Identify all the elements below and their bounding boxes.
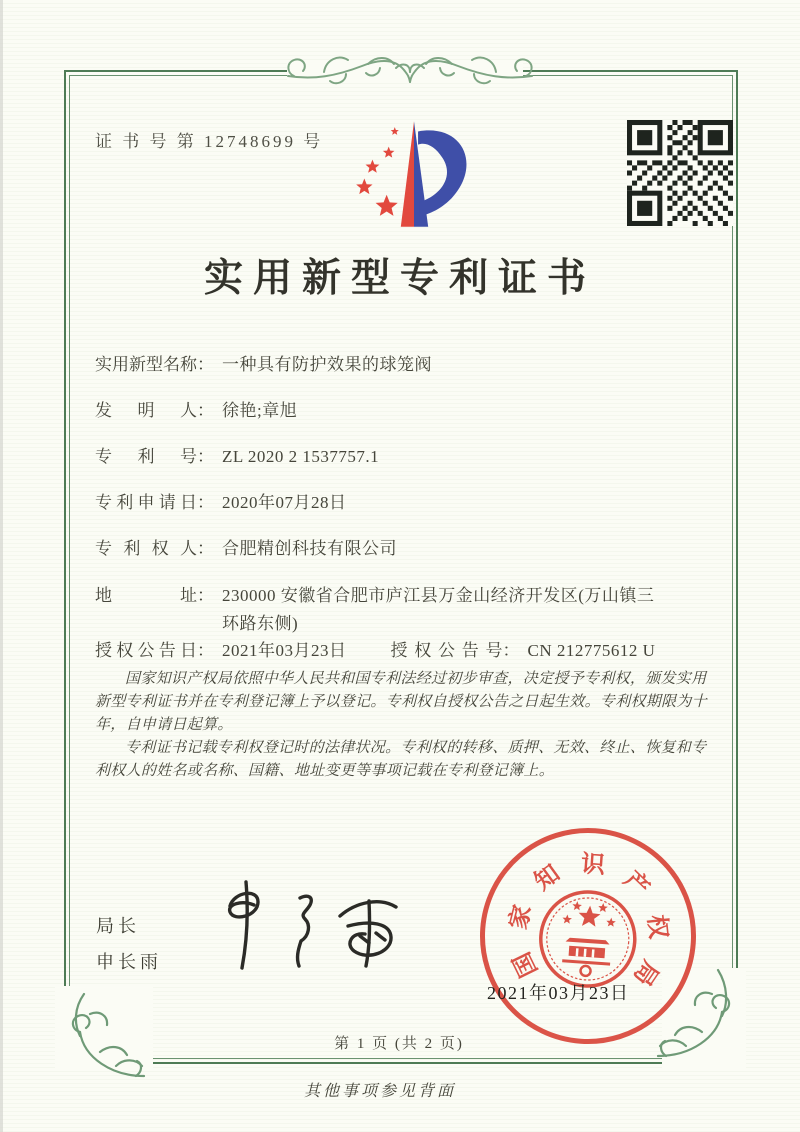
field-colon: ： <box>197 493 214 512</box>
seal-char: 局 <box>627 955 663 990</box>
field-filing-date <box>95 490 720 516</box>
seal-char: 权 <box>642 913 671 941</box>
field-value: 2020年07月28日 <box>222 493 347 512</box>
field-address <box>95 582 720 638</box>
top-flourish-ornament <box>284 42 536 100</box>
seal-char: 识 <box>580 851 606 879</box>
scan-edge-shadow <box>0 0 3 1132</box>
signer-name: 申长雨 <box>96 952 162 972</box>
legal-paragraphs <box>95 668 711 783</box>
field-value: 徐艳;章旭 <box>222 401 298 420</box>
certificate-number: 证 书 号 第 12748699 号 <box>95 132 324 151</box>
field-label: 授权公告日 <box>95 641 197 660</box>
field-inventor <box>95 398 720 424</box>
field-label: 授权公告号 <box>390 641 503 660</box>
field-label: 专利号 <box>95 447 197 466</box>
field-label: 实用新型名称 <box>95 355 197 374</box>
back-note: 其他事项参见背面 <box>303 1083 456 1100</box>
field-value: CN 212775612 U <box>527 641 656 660</box>
field-value: 一种具有防护效果的球笼阀 <box>222 355 432 374</box>
field-colon: ： <box>197 447 214 466</box>
seal-char: 国 <box>509 947 544 981</box>
field-colon: ： <box>197 586 214 605</box>
field-grant-row <box>95 638 720 664</box>
field-value: 230000 安徽省合肥市庐江县万金山经济开发区(万山镇三环路东侧) <box>222 586 655 633</box>
signer-title: 局长 <box>96 916 140 936</box>
page-number: 第 1 页 (共 2 页) <box>334 1036 464 1052</box>
field-patent-number <box>95 444 720 470</box>
field-value: ZL 2020 2 1537757.1 <box>222 447 380 466</box>
cnipa-logo-icon <box>338 112 490 236</box>
certificate-title: 实用新型专利证书 <box>203 257 596 300</box>
field-label: 专利权人 <box>95 539 197 558</box>
seal-char: 产 <box>618 866 654 903</box>
field-label: 地址 <box>95 586 197 605</box>
field-colon: ： <box>502 641 520 660</box>
field-colon: ： <box>197 641 214 660</box>
qr-code <box>627 120 733 226</box>
seal-char: 家 <box>505 902 537 933</box>
field-value: 2021年03月23日 <box>222 641 347 660</box>
field-colon: ： <box>197 355 214 374</box>
field-colon: ： <box>197 401 214 420</box>
field-label: 发明人 <box>95 401 197 420</box>
field-colon: ： <box>197 539 214 558</box>
field-label: 专利申请日 <box>95 493 197 512</box>
field-value: 合肥精创科技有限公司 <box>222 539 397 558</box>
handwritten-signature <box>212 876 430 984</box>
certificate-fields <box>95 352 720 684</box>
legal-paragraph-2: 专利证书记载专利权登记时的法律状况。专利权的转移、质押、无效、终止、恢复和专利权人的姓名或名称、国籍、地址变更等事项记载在专利登记簿上。 <box>95 740 707 779</box>
seal-date: 2021年03月23日 <box>487 983 630 1003</box>
seal-char: 知 <box>530 860 565 896</box>
field-utility-model-name <box>95 352 720 378</box>
legal-paragraph-1: 国家知识产权局依照中华人民共和国专利法经过初步审查，决定授予专利权，颁发实用新型专利证书并在专利登记簿上予以登记。专利权自授权公告之日起生效。专利权期限为十年，自申请日起算。 <box>95 671 708 733</box>
field-patentee <box>95 536 720 562</box>
